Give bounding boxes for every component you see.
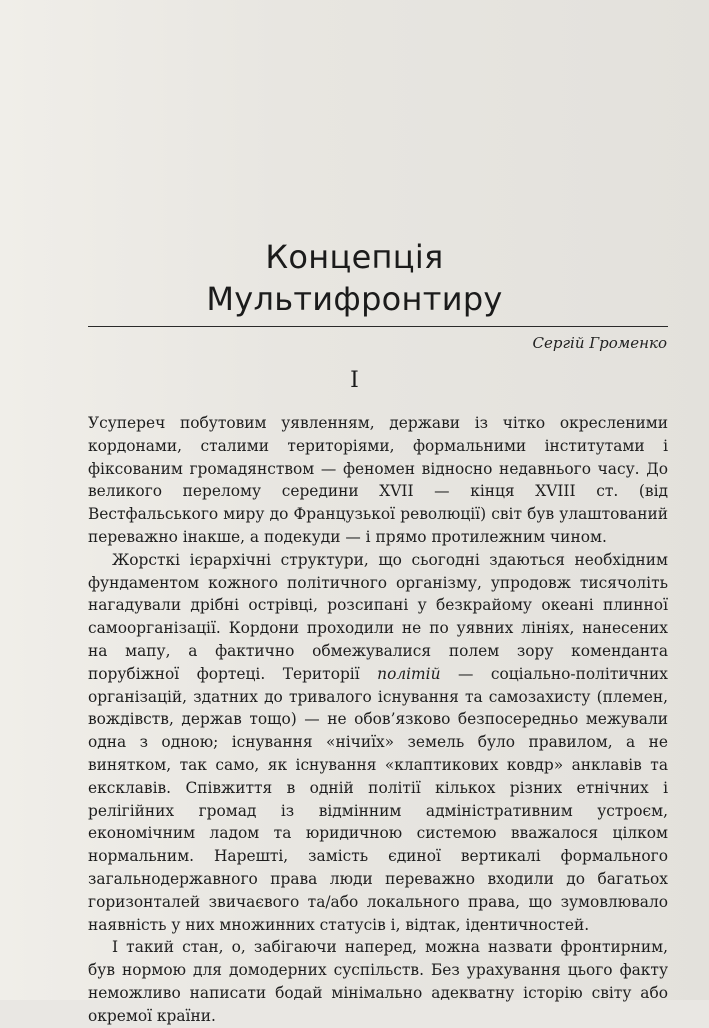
chapter-title-line-1: Концепція	[265, 238, 444, 276]
paragraph-3: І такий стан, о, забігаючи наперед, можна назвати фронтирним, був нормою для домодерних суспільств. Без урахування цього факту неможливо написати бодай мінімально адекватну історію світу або окремої країни.	[88, 938, 668, 1025]
paragraph-2-italic-term: політій	[377, 664, 441, 683]
paragraph-2-part-2: — соціально-політичних організацій, здатних до тривалого існування та самозахисту (племен, вождівств, держав тощо) — не обов’язково безпосередньо межували одна з одною; існування «нічиїх» земель було правилом, а не винятком, так само, як існування «клаптикових ковдр» анклавів та ексклавів. Співжиття в одній політії кількох різних етнічних і релігійних громад із відмінним адміністративним устроєм, економічним ладом та юридичною системою вважалося цілком нормальним. Нарешті, замість єдиної вертикалі формального загальнодержавного права люди переважно входили до багатьох горизонталей звичаєвого та/або локального права, що зумовлювало наявність у них множинних статусів і, відтак, ідентичностей.	[88, 664, 668, 934]
section-number: I	[350, 368, 359, 393]
title-divider	[88, 326, 668, 327]
paragraph-2-part-1: Жорсткі ієрархічні структури, що сьогодні здаються необхідним фундаментом кожного політичного організму, упродовж тисячоліть нагадували дрібні острівці, розсипані у безкрайому океані плинної самоорганізації. Кордони проходили не по уявних лініях, нанесених на мапу, а фактично обмежувалися полем зору коменданта порубіжної фортеці. Території	[88, 550, 668, 683]
body-text	[88, 412, 668, 1028]
chapter-title-line-2: Мультифронтиру	[206, 280, 503, 318]
chapter-title	[0, 236, 709, 320]
paragraph-1: Усупереч побутовим уявленням, держави із чітко окресленими кордонами, сталими територіями, формальними інститутами і фіксованим громадянством — феномен відносно недавнього часу. До великого перелому середини XVII — кінця XVIII ст. (від Вестфальського миру до Французької революції) світ був улаштований переважно інакше, а подекуди — і прямо протилежним чином.	[88, 414, 668, 546]
paragraph-2	[88, 549, 668, 937]
author-name: Сергій Громенко	[532, 334, 667, 352]
